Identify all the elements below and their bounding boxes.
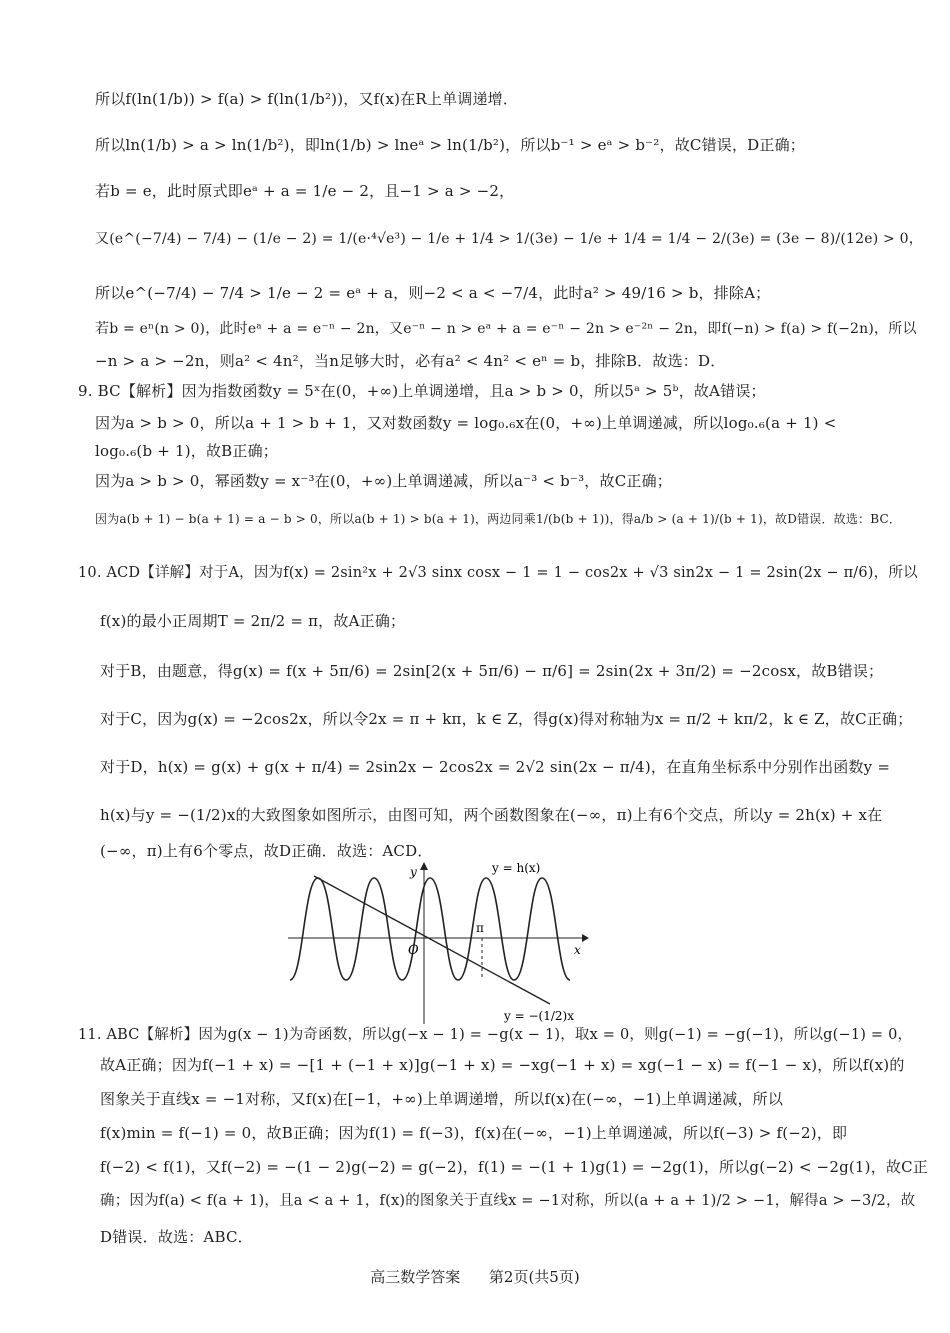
text-line: f(x)的最小正周期T = 2π/2 = π，故A正确； <box>100 612 406 630</box>
text-line: 11. ABC【解析】因为g(x − 1)为奇函数，所以g(−x − 1) = −g(x − 1)，取x = 0，则g(−1) = −g(−1)，所以g(−1) = 0， <box>78 1027 913 1043</box>
text-line: 若b = eⁿ(n > 0)，此时eᵃ + a = e⁻ⁿ − 2n，又e⁻ⁿ − n > eᵃ + a = e⁻ⁿ − 2n > e⁻²ⁿ − 2n，即f(−n) > f(a) > f(−2n)，所以 <box>95 321 917 337</box>
h-curve-label: y = h(x) <box>492 861 541 875</box>
line-neg-half-x <box>314 876 550 1004</box>
text-line: 对于D，h(x) = g(x) + g(x + π/4) = 2sin2x − 2cos2x = 2√2 sin(2x − π/4)，在直角坐标系中分别作出函数y = <box>100 758 891 776</box>
h-curve <box>290 878 570 980</box>
text-line: 对于B，由题意，得g(x) = f(x + 5π/6) = 2sin[2(x + 5π/6) − π/6] = 2sin(2x + 3π/2) = −2cosx，故B错误； <box>100 662 884 680</box>
text-line: D错误．故选：ABC． <box>100 1228 253 1246</box>
text-line: 因为a > b > 0，幂函数y = x⁻³在(0，+∞)上单调递减，所以a⁻³ < b⁻³，故C正确； <box>95 472 672 490</box>
text-line: (−∞，π)上有6个零点，故D正确．故选：ACD． <box>100 842 433 860</box>
text-line: 因为a > b > 0，所以a + 1 > b + 1，又对数函数y = log₀.₆x在(0，+∞)上单调递减，所以log₀.₆(a + 1) < <box>95 414 837 432</box>
text-line: 9. BC【解析】因为指数函数y = 5ˣ在(0，+∞)上单调递增，且a > b > 0，所以5ᵃ > 5ᵇ，故A错误； <box>78 382 766 400</box>
text-line: 确；因为f(a) < f(a + 1)，且a < a + 1，f(x)的图象关于直线x = −1对称，所以(a + a + 1)/2 > −1，解得a > −3/2，故 <box>100 1193 916 1209</box>
text-line: 所以ln(1/b) > a > ln(1/b²)，即ln(1/b) > lneᵃ > ln(1/b²)，所以b⁻¹ > eᵃ > b⁻²，故C错误，D正确； <box>95 136 805 154</box>
text-line: h(x)与y = −(1/2)x的大致图象如图所示，由图可知，两个函数图象在(−∞，π)上有6个交点，所以y = 2h(x) + x在 <box>100 806 883 824</box>
text-line: −n > a > −2n，则a² < 4n²，当n足够大时，必有a² < 4n² < eⁿ = b，排除B．故选：D． <box>95 352 726 370</box>
text-line: f(x)min = f(−1) = 0，故B正确；因为f(1) = f(−3)，f(x)在(−∞，−1)上单调递减，所以f(−3) > f(−2)，即 <box>100 1124 848 1142</box>
text-line: 若b = e，此时原式即eᵃ + a = 1/e − 2，且−1 > a > −2， <box>95 182 515 200</box>
page-footer <box>0 1266 950 1287</box>
line-label: y = −(1/2)x <box>504 1009 574 1023</box>
text-line: 所以e^(−7/4) − 7/4 > 1/e − 2 = eᵃ + a，则−2 < a < −7/4，此时a² > 49/16 > b，排除A； <box>95 284 771 302</box>
text-line: 图象关于直线x = −1对称，又f(x)在[−1，+∞)上单调递增，所以f(x)在(−∞，−1)上单调递减，所以 <box>100 1090 784 1108</box>
text-line: log₀.₆(b + 1)，故B正确； <box>95 442 279 460</box>
text-line: 对于C，因为g(x) = −2cos2x，所以令2x = π + kπ，k ∈ Z，得g(x)得对称轴为x = π/2 + kπ/2，k ∈ Z，故C正确； <box>100 710 913 728</box>
function-graph <box>278 858 590 1028</box>
x-axis-label: x <box>574 943 581 957</box>
footer-page-number: 第2页(共5页) <box>488 1268 580 1286</box>
text-line: 所以f(ln(1/b)) > f(a) > f(ln(1/b²))，又f(x)在R上单调递增． <box>95 90 519 108</box>
text-line: 因为a(b + 1) − b(a + 1) = a − b > 0，所以a(b + 1) > b(a + 1)，两边同乘1/(b(b + 1))，得a/b > (a + 1)/(b + 1)，故D错误．故选：BC． <box>95 512 902 526</box>
origin-label: O <box>408 943 419 958</box>
footer-subject: 高三数学答案 <box>370 1268 461 1286</box>
text-line: 又(e^(−7/4) − 7/4) − (1/e − 2) = 1/(e·⁴√e³) − 1/e + 1/4 > 1/(3e) − 1/e + 1/4 = 1/4 − 2/(3e) = (3e − 8)/(12e) > 0， <box>95 231 923 247</box>
text-line: 故A正确；因为f(−1 + x) = −[1 + (−1 + x)]g(−1 + x) = −xg(−1 + x) = xg(−1 − x) = f(−1 − x)，所以f(x)的 <box>100 1056 905 1074</box>
y-axis-label: y <box>410 865 417 879</box>
y-axis-arrow-icon <box>420 862 428 870</box>
pi-label: π <box>476 921 484 935</box>
text-line: f(−2) < f(1)，又f(−2) = −(1 − 2)g(−2) = g(−2)，f(1) = −(1 + 1)g(1) = −2g(1)，所以g(−2) < −2g(1)，故C正 <box>100 1158 928 1176</box>
x-axis-arrow-icon <box>582 934 589 942</box>
text-line: 10. ACD【详解】对于A，因为f(x) = 2sin²x + 2√3 sinx cosx − 1 = 1 − cos2x + √3 sin2x − 1 = 2sin(2x − π/6)，所以 <box>78 565 918 581</box>
